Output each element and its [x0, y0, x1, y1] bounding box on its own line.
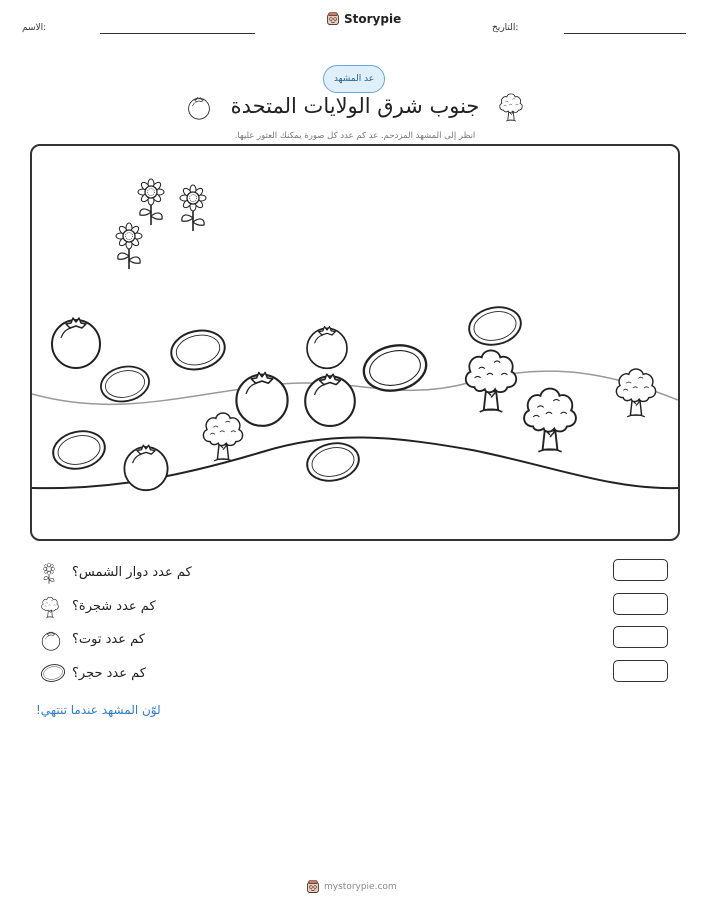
- name-line[interactable]: [100, 33, 255, 34]
- tree-item[interactable]: [466, 350, 516, 411]
- tree-icon: [496, 91, 526, 123]
- stone-item[interactable]: [466, 303, 525, 350]
- sunflower-item[interactable]: [138, 179, 164, 225]
- storypie-logo-icon: [306, 880, 320, 894]
- tree-icon: [39, 595, 61, 619]
- berry-item[interactable]: [124, 445, 167, 490]
- berry-item[interactable]: [305, 374, 355, 426]
- sunflower-item[interactable]: [180, 185, 206, 231]
- berry-item[interactable]: [52, 318, 100, 368]
- scene-badge: عد المشهد: [323, 65, 385, 93]
- answer-box-stones[interactable]: [613, 660, 668, 682]
- question-sunflowers: كم عدد دوار الشمس؟: [72, 565, 192, 580]
- brand-name: Storypie: [344, 12, 402, 26]
- stone-icon: [40, 663, 66, 683]
- date-line[interactable]: [564, 33, 686, 34]
- tree-item[interactable]: [616, 369, 655, 417]
- site-url: mystorypie.com: [324, 882, 397, 892]
- page-title: جنوب شرق الولايات المتحدة: [230, 94, 480, 118]
- sunflower-item[interactable]: [116, 223, 142, 269]
- answer-box-sunflowers[interactable]: [613, 559, 668, 581]
- tree-item[interactable]: [203, 413, 242, 461]
- stone-item[interactable]: [168, 326, 229, 374]
- stone-item[interactable]: [304, 439, 363, 486]
- site-footer: [306, 880, 397, 894]
- question-stones: كم عدد حجر؟: [72, 666, 146, 681]
- brand: [326, 12, 401, 26]
- question-berries: كم عدد توت؟: [72, 632, 145, 647]
- date-label: التاريخ:: [492, 23, 519, 33]
- scene-illustration: [32, 146, 678, 539]
- storypie-logo-icon: [326, 12, 340, 26]
- stone-item[interactable]: [50, 427, 109, 474]
- name-label: الاسم:: [22, 23, 47, 33]
- stone-item[interactable]: [98, 362, 153, 406]
- tree-item[interactable]: [524, 389, 576, 452]
- answer-box-berries[interactable]: [613, 626, 668, 648]
- berry-icon: [40, 629, 62, 651]
- sunflower-icon: [40, 561, 58, 585]
- answer-box-trees[interactable]: [613, 593, 668, 615]
- berry-item[interactable]: [236, 373, 287, 426]
- coloring-note: لوّن المشهد عندما تنتهي!: [36, 703, 161, 717]
- berry-item[interactable]: [307, 327, 347, 369]
- instructions: انظر إلى المشهد المزدحم. عد كم عدد كل صورة يمكنك العثور عليها.: [234, 131, 476, 141]
- question-trees: كم عدد شجرة؟: [72, 599, 156, 614]
- counting-scene: [30, 144, 680, 541]
